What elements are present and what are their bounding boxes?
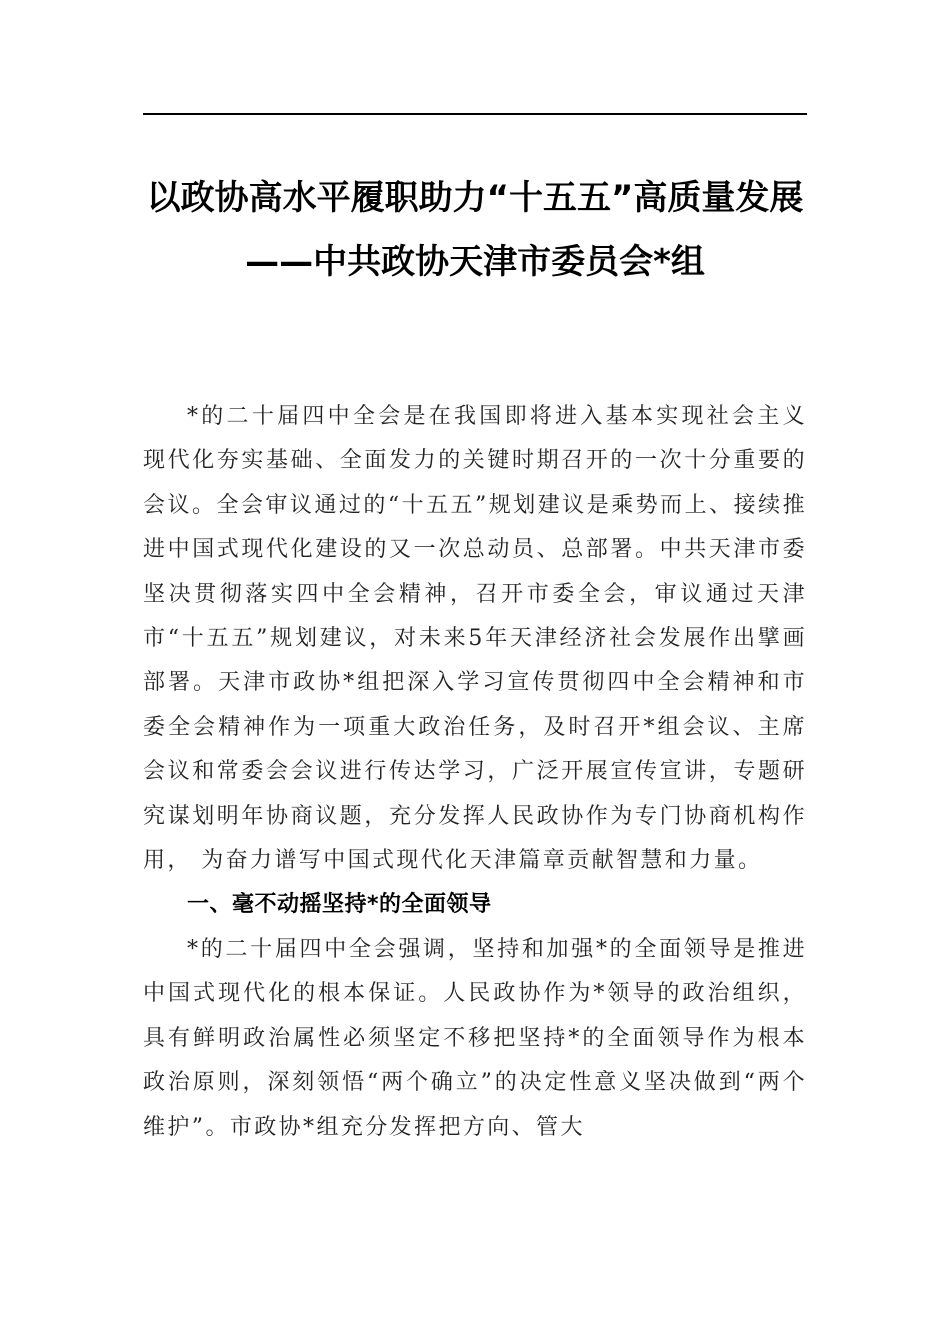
- document-body: [143, 395, 807, 1150]
- section-paragraph: *的二十届四中全会强调，坚持和加强*的全面领导是推进中国式现代化的根本保证。人民政协作为*领导的政治组织，具有鲜明政治属性必须坚定不移把坚持*的全面领导作为根本政治原则，深刻领悟“两个确立”的决定性意义坚决做到“两个维护”。市政协*组充分发挥把方向、管大: [143, 936, 807, 1140]
- document-title: 以政协高水平履职助力“十五五”高质量发展——中共政协天津市委员会*组: [146, 178, 804, 282]
- header-rule: [143, 113, 807, 115]
- intro-paragraph: *的二十届四中全会是在我国即将进入基本实现社会主义现代化夯实基础、全面发力的关键时期召开的一次十分重要的会议。全会审议通过的“十五五”规划建议是乘势而上、接续推进中国式现代化建设的又一次总动员、总部署。中共天津市委坚决贯彻落实四中全会精神，召开市委全会，审议通过天津市“十五五”规划建议，对未来5年天津经济社会发展作出擘画部署。天津市政协*组把深入学习宣传贯彻四中全会精神和市委全会精神作为一项重大政治任务，及时召开*组会议、主席会议和常委会会议进行传达学习，广泛开展宣传宣讲，专题研究谋划明年协商议题，充分发挥人民政协作为专门协商机构作用， 为奋力谱写中国式现代化天津篇章贡献智慧和力量。: [143, 404, 807, 874]
- section-heading: 一、毫不动摇坚持*的全面领导: [187, 892, 492, 918]
